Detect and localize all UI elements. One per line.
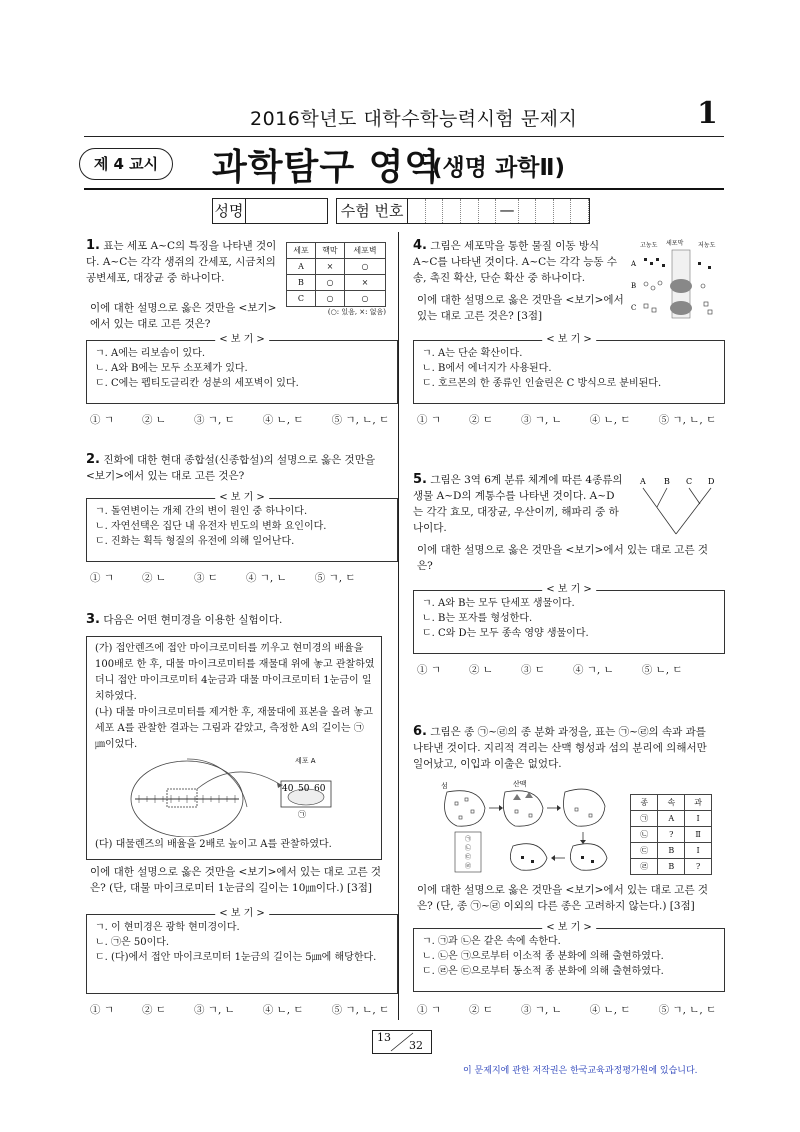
table-cell: A: [658, 811, 685, 827]
column-divider: [398, 232, 399, 1020]
legend-item: ㉡: [465, 845, 472, 852]
length-marker: ㉠: [298, 810, 306, 819]
choice[interactable]: ③ ㄱ, ㄴ: [520, 414, 562, 426]
choice[interactable]: ① ㄱ: [90, 1004, 114, 1016]
bogi-title: < 보 기 >: [215, 491, 269, 505]
bogi-item: ㄴ. A와 B에는 모두 소포체가 있다.: [95, 363, 248, 374]
bogi-item: ㄱ. 이 현미경은 광학 현미경이다.: [95, 922, 240, 933]
choice[interactable]: ③ ㄱ, ㄴ: [520, 1004, 562, 1016]
q5-ask: 이에 대한 설명으로 옳은 것만을 <보기>에서 있는 대로 고른 것은?: [417, 544, 709, 572]
digit-cell[interactable]: [571, 199, 589, 223]
table-cell: Ⅱ: [685, 827, 712, 843]
exam-number-field[interactable]: [336, 198, 590, 224]
table-cell: ?: [685, 859, 712, 875]
q6-bogi: [413, 922, 725, 992]
bogi-item: ㄷ. 진화는 획득 형질의 유전에 의해 일어난다.: [95, 536, 295, 547]
bogi-item: ㄷ. ㉣은 ㉢으로부터 동소적 종 분화에 의해 출현하였다.: [422, 966, 664, 977]
phylogenetic-tree: [626, 474, 726, 538]
choice[interactable]: ② ㄷ: [468, 414, 493, 426]
area-title: 과학탐구 영역: [212, 147, 441, 188]
q4-stem: [413, 238, 623, 286]
choice[interactable]: ② ㄴ: [141, 572, 166, 584]
digit-cell[interactable]: [408, 199, 426, 223]
bogi-item: ㄷ. C와 D는 모두 종속 영양 생물이다.: [422, 628, 589, 639]
scale-label: 50: [298, 784, 310, 794]
q2-text: 진화에 대한 현대 종합설(신종합설)의 설명으로 옳은 것만을 <보기>에서 있는 대로 고른 것은?: [86, 454, 375, 482]
island-label: 섬: [441, 782, 448, 790]
tree-leaf: C: [686, 477, 693, 486]
table-cell: Ⅰ: [685, 843, 712, 859]
bogi-title: < 보 기 >: [542, 583, 596, 597]
q1-number: 1.: [86, 238, 100, 253]
table-cell: ×: [344, 275, 385, 291]
q1-choices: [90, 412, 417, 427]
table-cell: B: [658, 843, 685, 859]
q6-stem: [413, 724, 717, 772]
q1-stem: [86, 238, 282, 286]
choice[interactable]: ③ ㄷ: [520, 664, 545, 676]
scale-label: 60: [314, 784, 326, 794]
q3-number: 3.: [86, 612, 100, 627]
q1-table: [286, 242, 386, 317]
q6-number: 6.: [413, 724, 427, 739]
row-label: C: [631, 304, 637, 312]
choice[interactable]: ④ ㄴ, ㄷ: [589, 1004, 631, 1016]
tree-branches: [643, 488, 711, 534]
q1-ask: 이에 대한 설명으로 옳은 것만을 <보기>에서 있는 대로 고른 것은?: [90, 302, 277, 330]
digit-cell[interactable]: [479, 199, 497, 223]
q3-choices: [90, 1002, 417, 1017]
q3-stem: [86, 612, 386, 628]
bogi-title: < 보 기 >: [215, 333, 269, 347]
q6-ask: 이에 대한 설명으로 옳은 것만을 <보기>에서 있는 대로 고른 것은? (단, 종 ㉠~㉣ 이외의 다른 종은 고려하지 않는다.) [3점]: [417, 884, 709, 912]
choice[interactable]: ④ ㄱ, ㄴ: [245, 572, 287, 584]
choice[interactable]: ④ ㄴ, ㄷ: [262, 1004, 304, 1016]
digit-cell[interactable]: [519, 199, 537, 223]
table-head: 속: [658, 795, 685, 811]
exam-title: 2016학년도 대학수학능력시험 문제지: [250, 108, 578, 130]
area-subtitle: (생명 과학Ⅱ): [432, 155, 566, 181]
table-cell: ㉡: [631, 827, 658, 843]
q5-stem: [413, 472, 623, 536]
choice[interactable]: ② ㄴ: [141, 414, 166, 426]
table-cell: ○: [315, 275, 344, 291]
table-cell: ㉣: [631, 859, 658, 875]
page-indicator: [372, 1030, 432, 1054]
choice[interactable]: ③ ㄱ, ㄷ: [193, 414, 235, 426]
choice[interactable]: ④ ㄴ, ㄷ: [589, 414, 631, 426]
q4-choices: [417, 412, 744, 427]
q2-stem: [86, 452, 386, 484]
q3-step-da: (다) 대물렌즈의 배율을 2배로 높이고 A를 관찰하였다.: [95, 839, 332, 850]
bogi-item: ㄱ. A는 단순 확산이다.: [422, 348, 523, 359]
digit-cell[interactable]: [443, 199, 461, 223]
choice[interactable]: ⑤ ㄴ, ㄷ: [641, 664, 683, 676]
table-cell: ○: [344, 291, 385, 307]
pump-protein: [670, 301, 692, 315]
choice[interactable]: ② ㄷ: [141, 1004, 166, 1016]
table-head: 핵막: [315, 243, 344, 259]
choice[interactable]: ① ㄱ: [417, 664, 441, 676]
q2-choices: [90, 570, 384, 585]
q1-bogi: [86, 334, 398, 404]
table-cell: Ⅰ: [685, 811, 712, 827]
mountain-label: 산맥: [513, 780, 527, 788]
page-total: 32: [409, 1039, 423, 1052]
bogi-item: ㄷ. (다)에서 접안 마이크로미터 1눈금의 길이는 5㎛에 해당한다.: [95, 952, 377, 963]
table-cell: ?: [658, 827, 685, 843]
low-conc-label: 저농도: [698, 242, 716, 249]
island-stage-4: [570, 844, 607, 871]
session-badge: 제 4 교시: [79, 148, 173, 180]
bogi-item: ㄴ. B에서 에너지가 사용된다.: [422, 363, 552, 374]
choice[interactable]: ④ ㄴ, ㄷ: [262, 414, 304, 426]
choice[interactable]: ⑤ ㄱ, ㄴ, ㄷ: [658, 1004, 717, 1016]
table-head: 세포벽: [344, 243, 385, 259]
bogi-item: ㄱ. 돌연변이는 개체 간의 변이 원인 중 하나이다.: [95, 506, 308, 517]
choice[interactable]: ① ㄱ: [90, 414, 114, 426]
choice[interactable]: ⑤ ㄱ, ㄴ, ㄷ: [658, 414, 717, 426]
legend-item: ㉣: [465, 863, 472, 870]
q6-choices: [417, 1002, 744, 1017]
digit-cell[interactable]: [426, 199, 444, 223]
q2-number: 2.: [86, 452, 100, 467]
scale-label: 40: [282, 784, 294, 794]
choice[interactable]: ① ㄱ: [417, 1004, 441, 1016]
cell-a-label: 세포 A: [295, 757, 316, 765]
digit-cell[interactable]: [554, 199, 572, 223]
table-cell: ㉠: [631, 811, 658, 827]
table-cell: ○: [344, 259, 385, 275]
bogi-item: ㄴ. ㉡은 ㉠으로부터 이소적 종 분화에 의해 출현하였다.: [422, 951, 664, 962]
tree-leaf: D: [708, 477, 715, 486]
micrometer-figure: [127, 757, 367, 837]
tree-leaf: B: [664, 477, 670, 486]
q6-text: 그림은 종 ㉠~㉣의 종 분화 과정을, 표는 ㉠~㉣의 속과 과를 나타낸 것이다. 지리적 격리는 산맥 형성과 섬의 분리에 의해서만 일어났고, 이입과 이출은 없었다.: [413, 726, 707, 770]
q4-number: 4.: [413, 238, 427, 253]
membrane-label: 세포막: [666, 240, 684, 247]
q2-bogi: [86, 492, 398, 562]
q3-ask: 이에 대한 설명으로 옳은 것만을 <보기>에서 있는 대로 고른 것은? (단, 대물 마이크로미터 1눈금의 길이는 10㎛이다.) [3점]: [90, 866, 382, 894]
choice[interactable]: ⑤ ㄱ, ㄷ: [314, 572, 356, 584]
tree-leaf: A: [640, 477, 646, 486]
carrier-protein: [670, 279, 692, 293]
header-rule: [84, 136, 724, 137]
choice[interactable]: ③ ㄱ, ㄴ: [193, 1004, 235, 1016]
bogi-item: ㄱ. A와 B는 모두 단세포 생물이다.: [422, 598, 575, 609]
bogi-item: ㄴ. ㉠은 50이다.: [95, 937, 170, 948]
bogi-title: < 보 기 >: [215, 907, 269, 921]
q3-bogi: [86, 908, 398, 994]
table-cell: ㉢: [631, 843, 658, 859]
name-label: 성명: [213, 199, 246, 223]
membrane-transport-figure: [628, 238, 724, 320]
q5-text: 그림은 3역 6계 분류 체계에 따른 4종류의 생물 A~D의 계통수를 나타낸 것이다. A~D는 각각 효모, 대장균, 우산이끼, 해파리 중 하나이다.: [413, 474, 623, 534]
page-current: 13: [377, 1031, 391, 1044]
choice[interactable]: ⑤ ㄱ, ㄴ, ㄷ: [331, 1004, 390, 1016]
island-stage-5: [510, 844, 547, 871]
q4-ask: 이에 대한 설명으로 옳은 것만을 <보기>에서 있는 대로 고른 것은? [3점]: [417, 294, 624, 322]
q5-bogi: [413, 584, 725, 654]
choice[interactable]: ⑤ ㄱ, ㄴ, ㄷ: [331, 414, 390, 426]
q4-text: 그림은 세포막을 통한 물질 이동 방식 A~C를 나타낸 것이다. A~C는 각각 능동 수송, 촉진 확산, 단순 확산 중 하나이다.: [413, 240, 618, 284]
choice[interactable]: ② ㄴ: [468, 664, 493, 676]
choice[interactable]: ③ ㄷ: [193, 572, 218, 584]
bogi-item: ㄱ. ㉠과 ㉡은 같은 속에 속한다.: [422, 936, 561, 947]
bogi-item: ㄴ. 자연선택은 집단 내 유전자 빈도의 변화 요인이다.: [95, 521, 327, 532]
choice[interactable]: ① ㄱ: [90, 572, 114, 584]
legend-item: ㉢: [465, 854, 472, 861]
row-label: B: [631, 282, 637, 290]
page-number: 1: [697, 96, 718, 131]
table-cell: B: [658, 859, 685, 875]
island-stage-3: [564, 789, 606, 826]
table-cell: ×: [315, 259, 344, 275]
high-conc-label: 고농도: [640, 242, 658, 249]
bogi-item: ㄱ. A에는 리보솜이 있다.: [95, 348, 206, 359]
island-stage-2: [503, 791, 543, 826]
choice[interactable]: ④ ㄱ, ㄴ: [572, 664, 614, 676]
digit-cell[interactable]: [536, 199, 554, 223]
island-stage-1: [445, 791, 485, 826]
q5-choices: [417, 662, 711, 677]
q3-step-ga: (가) 접안렌즈에 접안 마이크로미터를 끼우고 현미경의 배율을 100배로 한 후, 대물 마이크로미터를 재물대 위에 놓고 관찰하였더니 접안 마이크로미터 4눈금과 대물 마이크로미터 1눈금이 일치하였다.: [95, 643, 375, 702]
table-head: 종: [631, 795, 658, 811]
q3-text: 다음은 어떤 현미경을 이용한 실험이다.: [103, 614, 283, 626]
table-head: 과: [685, 795, 712, 811]
bogi-item: ㄷ. C에는 펩티도글리칸 성분의 세포벽이 있다.: [95, 378, 299, 389]
header-rule-thick: [84, 188, 724, 190]
table-cell: B: [287, 275, 316, 291]
exam-number-dash: —: [496, 199, 518, 223]
q5-number: 5.: [413, 472, 427, 487]
bogi-title: < 보 기 >: [542, 333, 596, 347]
table-cell: A: [287, 259, 316, 275]
q3-step-na: (나) 대물 마이크로미터를 제거한 후, 재물대에 표본을 올려 놓고 세포 A를 관찰한 결과는 그림과 같았고, 측정한 A의 길이는 ㉠ ㎛이었다.: [95, 707, 373, 750]
choice[interactable]: ① ㄱ: [417, 414, 441, 426]
copyright-notice: 이 문제지에 관한 저작권은 한국교육과정평가원에 있습니다.: [463, 1066, 698, 1076]
bogi-item: ㄴ. B는 포자를 형성한다.: [422, 613, 533, 624]
table-cell: C: [287, 291, 316, 307]
row-label: A: [631, 260, 637, 268]
q1-text: 표는 세포 A~C의 특징을 나타낸 것이다. A~C는 각각 생쥐의 간세포, 시금치의 공변세포, 대장균 중 하나이다.: [86, 240, 277, 284]
table-legend: (○: 있음, ×: 없음): [327, 308, 386, 316]
q4-bogi: [413, 334, 725, 404]
exam-number-label: 수험 번호: [337, 199, 408, 223]
q6-table: [630, 794, 712, 875]
bogi-title: < 보 기 >: [542, 921, 596, 935]
table-cell: ○: [315, 291, 344, 307]
legend-item: ㉠: [465, 836, 472, 843]
digit-cell[interactable]: [461, 199, 479, 223]
name-field[interactable]: [212, 198, 328, 224]
bogi-item: ㄷ. 호르몬의 한 종류인 인슐린은 C 방식으로 분비된다.: [422, 378, 662, 389]
choice[interactable]: ② ㄷ: [468, 1004, 493, 1016]
speciation-figure: [425, 778, 625, 874]
table-head: 세포: [287, 243, 316, 259]
q3-experiment-box: [86, 636, 382, 860]
